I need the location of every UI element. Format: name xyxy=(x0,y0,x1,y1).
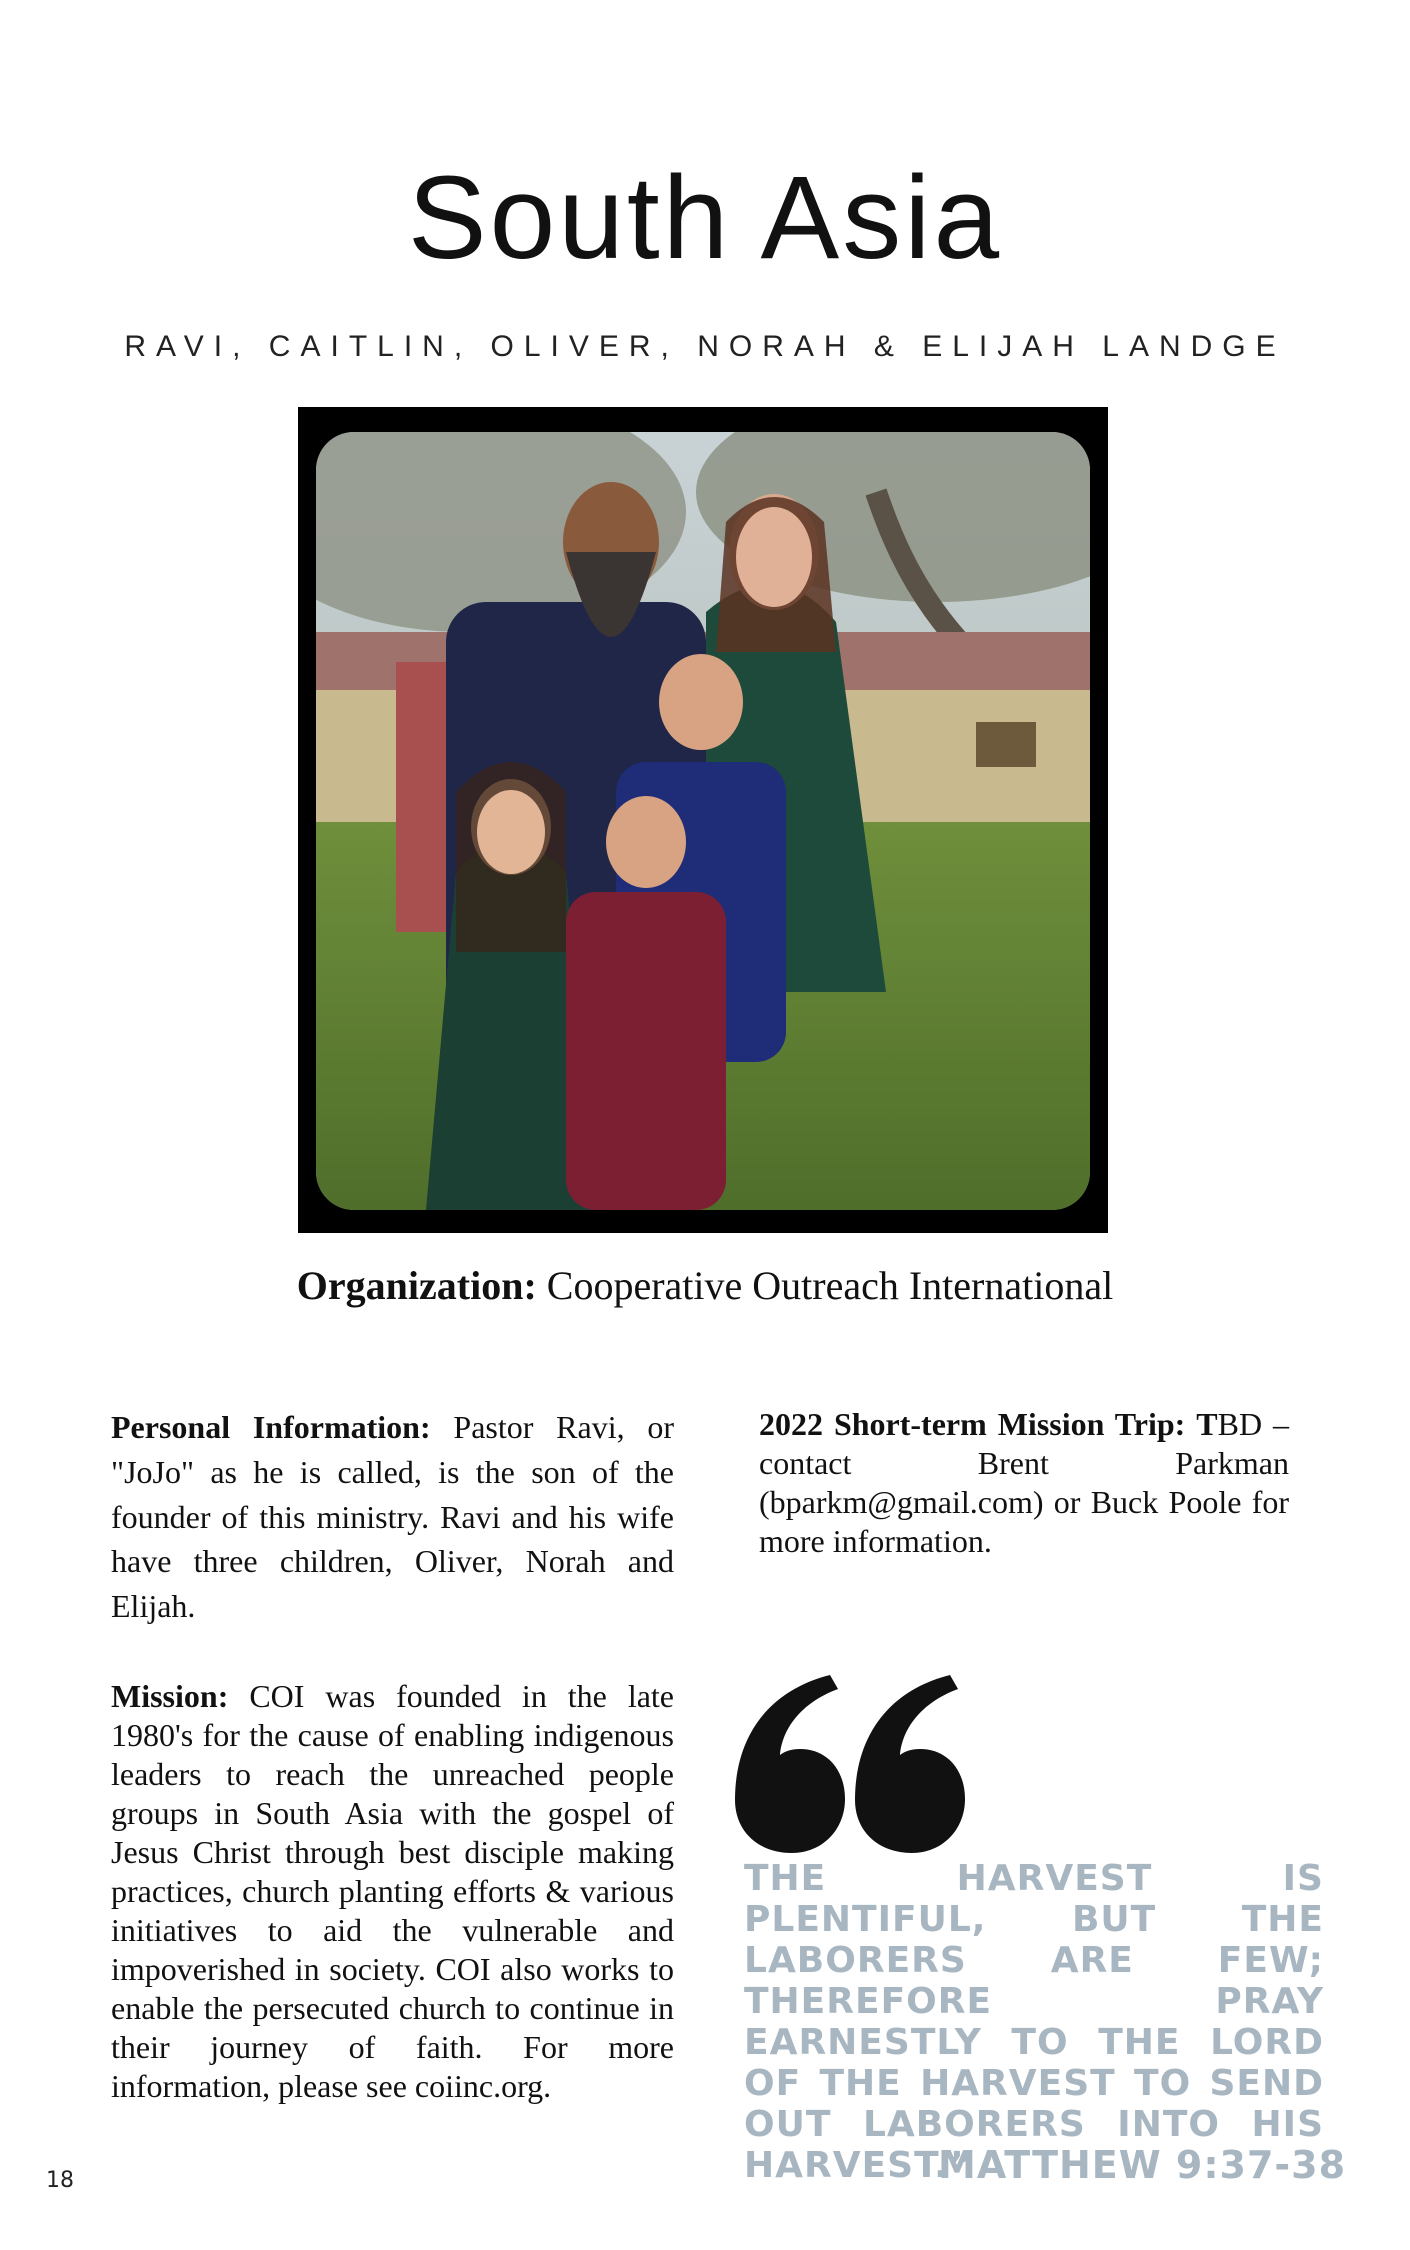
mission-text: COI was founded in the late 1980's for the cause of enabling indigenous leaders to reach the unreached people groups in South Asia with the gospel of Jesus Christ through best disciple making practices, church planting efforts & various initiatives to aid the vulnerable and impoverished in society. COI also works to enable the persecuted church to continue in their journey of faith. For more information, please see coiinc.org. xyxy=(111,1678,675,2105)
personal-text: Pastor Ravi, or "JoJo" as he is called, is the son of the founder of this ministry. Ravi and his wife have three children, Oliver, Norah and Elijah. xyxy=(111,1409,675,1625)
mission-trip-section xyxy=(759,1405,1289,1561)
trip-text: BD – contact Brent Parkman (bparkm@gmail.com) or Buck Poole for more information. xyxy=(759,1406,1290,1560)
page-number: 18 xyxy=(46,2168,74,2193)
personal-information xyxy=(111,1405,674,1629)
trip-first-letter: T xyxy=(1196,1406,1218,1442)
page-title: South Asia xyxy=(407,152,1003,284)
mission-section xyxy=(111,1677,674,2106)
personal-label: Personal Information: xyxy=(111,1409,431,1445)
quote-mark-icon xyxy=(730,1675,970,1855)
quote-reference: MATTHEW 9:37-38 xyxy=(938,2143,1347,2187)
trip-label: 2022 Short-term Mission Trip: xyxy=(759,1406,1186,1442)
organization-line xyxy=(0,1262,1410,1309)
family-names: RAVI, CAITLIN, OLIVER, NORAH & ELIJAH LANDGE xyxy=(124,330,1286,363)
family-photo-frame xyxy=(298,407,1108,1233)
bible-quote: THE HARVEST IS PLENTIFUL, BUT THE LABORERS ARE FEW; THEREFORE PRAY EARNESTLY TO THE LORD OF THE HARVEST TO SEND OUT LABORERS INTO HIS HARVEST.” xyxy=(744,1858,1324,2186)
organization-label: Organization: xyxy=(296,1263,537,1308)
family-photo xyxy=(316,432,1090,1210)
organization-name: Cooperative Outreach International xyxy=(546,1263,1114,1308)
mission-label: Mission: xyxy=(111,1678,229,1714)
